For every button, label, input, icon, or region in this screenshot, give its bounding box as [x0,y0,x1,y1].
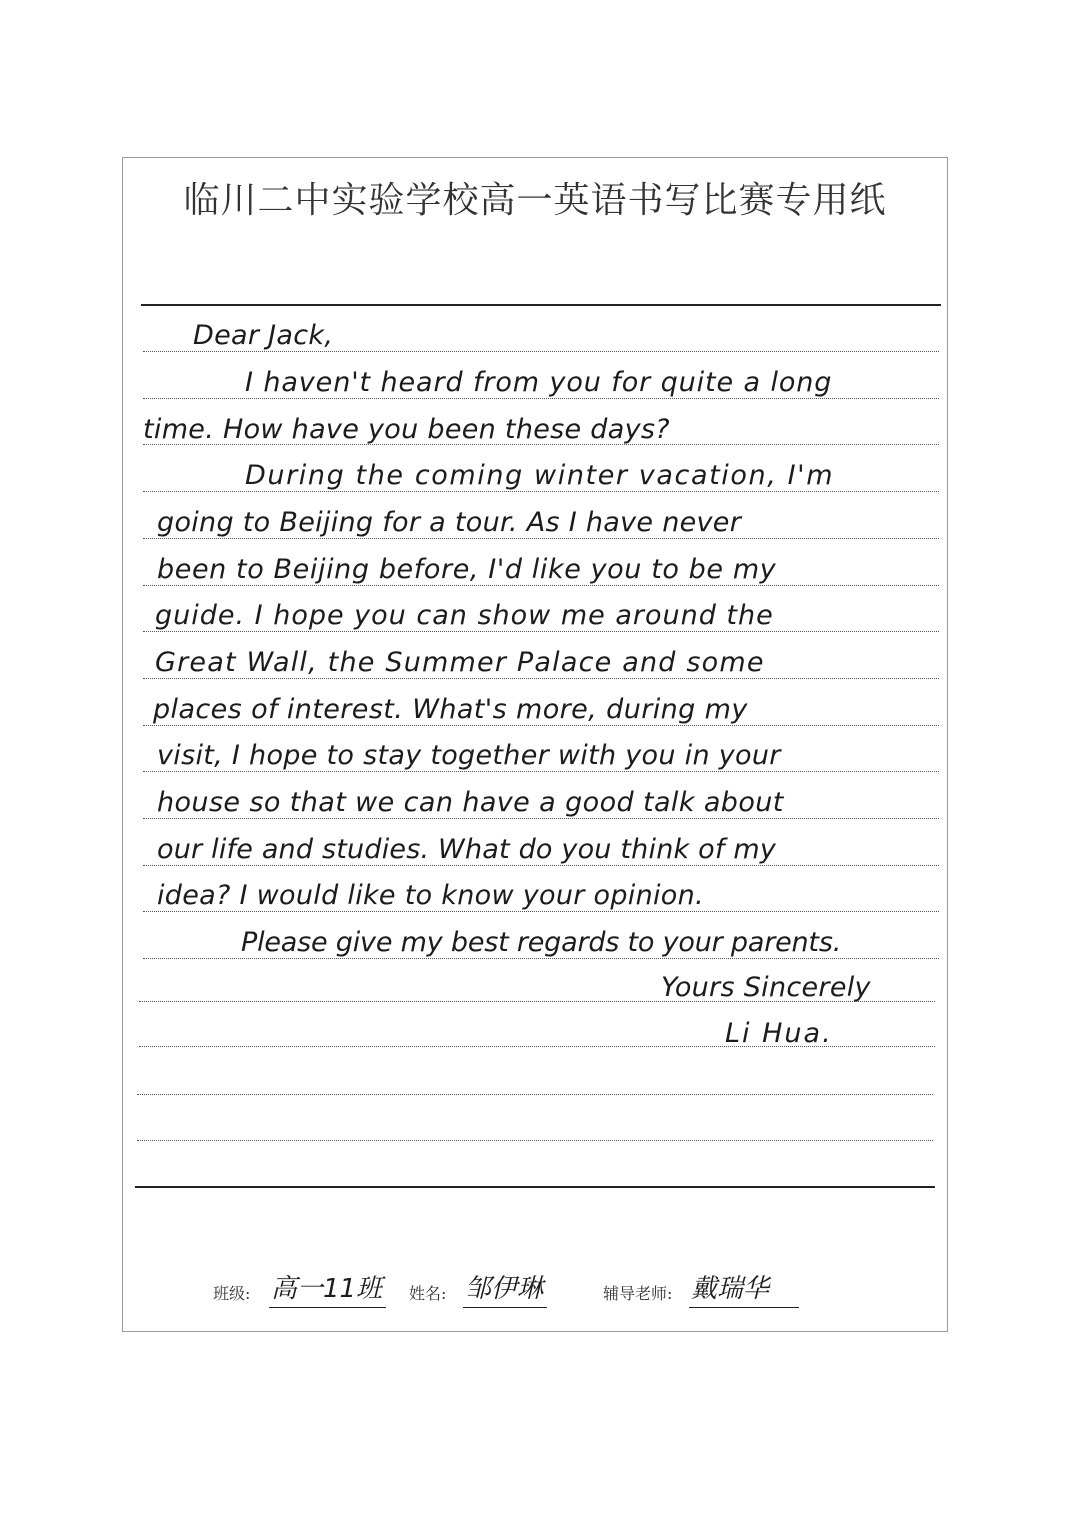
class-label: 班级: [213,1284,251,1303]
writing-line [143,398,939,399]
letter-line: going to Beijing for a tour. As I have never [157,507,742,538]
writing-line [143,351,939,352]
letter-line: visit, I hope to stay together with you in your [157,740,781,771]
letter-line: Please give my best regards to your parents. [241,927,842,958]
writing-line [143,771,939,772]
writing-line [137,1140,933,1141]
teacher-value: 戴瑞华 [689,1268,799,1308]
writing-line [143,725,939,726]
letter-line: house so that we can have a good talk about [157,787,784,818]
header-divider [141,304,941,306]
writing-sheet [122,157,948,1332]
teacher-label: 辅导老师: [603,1284,673,1303]
writing-line [143,631,939,632]
letter-line: places of interest. What's more, during my [153,694,748,725]
writing-line [143,911,939,912]
letter-signature: Li Hua. [725,1018,833,1049]
letter-line: our life and studies. What do you think of my [157,834,777,865]
writing-line [143,958,939,959]
writing-line [143,538,939,539]
writing-line [143,491,939,492]
letter-line: Great Wall, the Summer Palace and some [155,647,765,678]
class-value: 高一11班 [269,1268,386,1308]
letter-line: time. How have you been these days? [143,414,670,445]
name-value: 邹伊琳 [463,1268,547,1308]
writing-line [137,1094,933,1095]
writing-line [143,585,939,586]
letter-line: idea? I would like to know your opinion. [157,880,704,911]
name-label: 姓名: [409,1284,447,1303]
bottom-divider [135,1186,935,1188]
writing-line [143,678,939,679]
footer-info [213,1268,933,1308]
sheet-title: 临川二中实验学校高一英语书写比赛专用纸 [183,180,887,221]
letter-closing: Yours Sincerely [661,972,871,1003]
letter-line: guide. I hope you can show me around the [155,600,774,631]
letter-line: During the coming winter vacation, I'm [245,460,835,491]
letter-line: been to Beijing before, I'd like you to be my [157,554,777,585]
letter-greeting: Dear Jack, [193,320,334,351]
writing-line [143,865,939,866]
writing-line [143,818,939,819]
letter-line: I haven't heard from you for quite a long [245,367,833,398]
